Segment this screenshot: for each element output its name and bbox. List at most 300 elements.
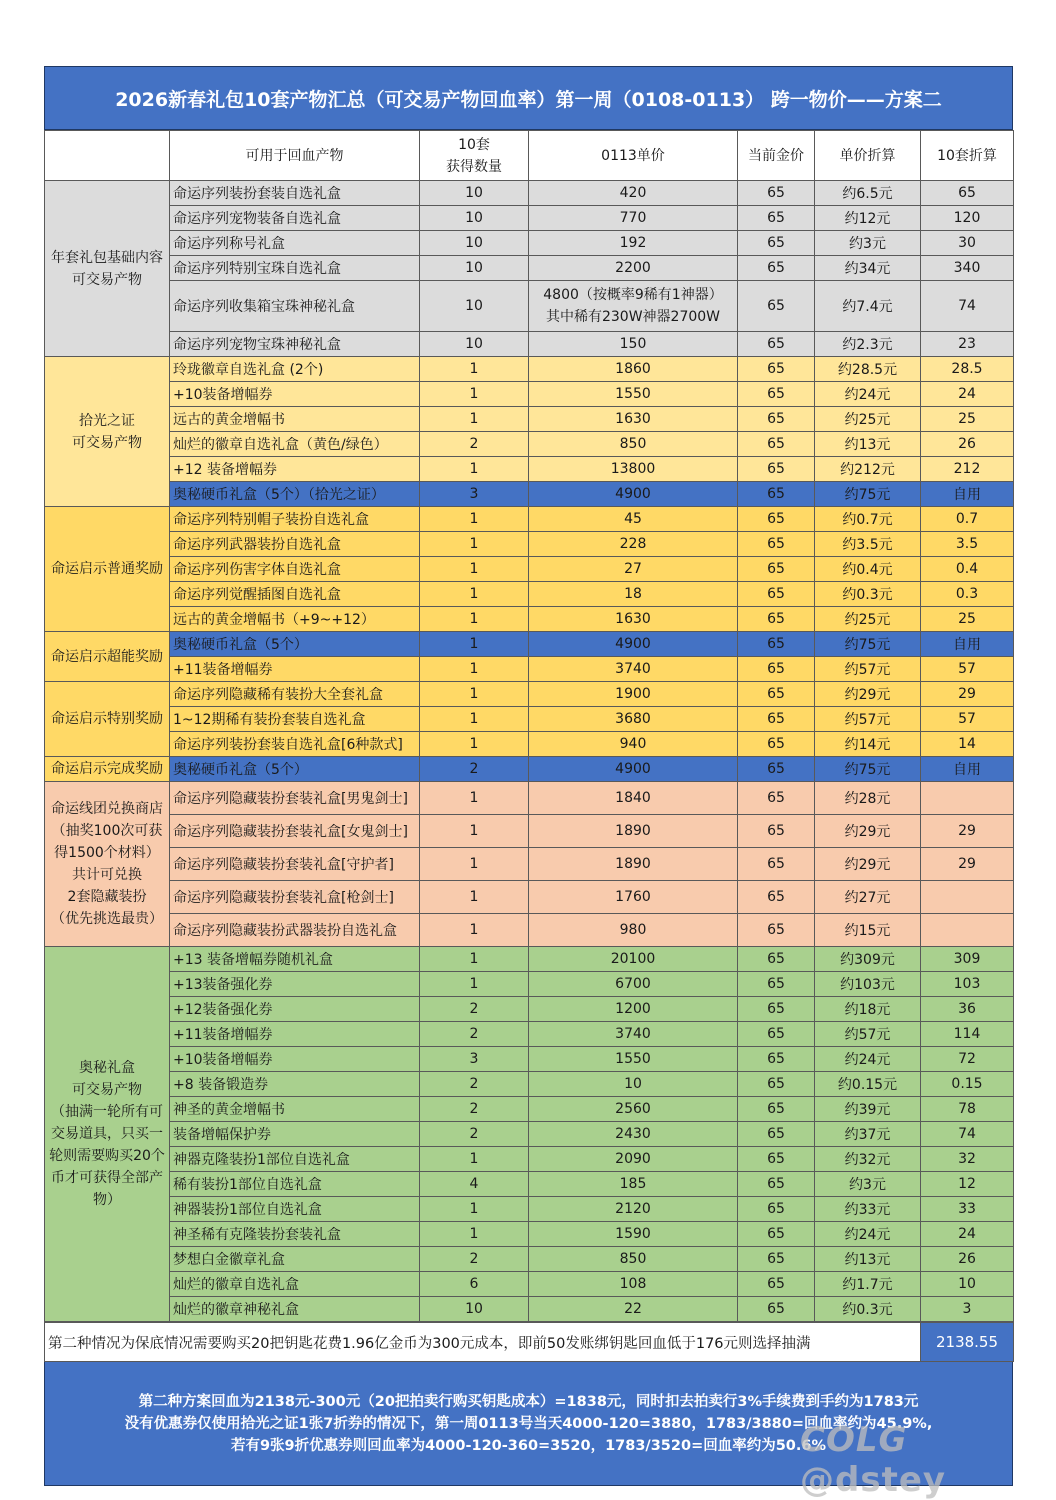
- item-name: 奥秘硬币礼盒（5个）: [170, 632, 420, 657]
- item-gold: 65: [738, 1222, 815, 1247]
- item-unit-price: 约33元: [815, 1197, 921, 1222]
- item-unit-price: 约14元: [815, 732, 921, 757]
- item-name: 命运序列隐藏装扮套装礼盒[男鬼剑士]: [170, 782, 420, 815]
- item-unit-price: 约0.3元: [815, 582, 921, 607]
- table-row: [45, 482, 1014, 507]
- table-row: [45, 782, 1014, 815]
- item-gold: 65: [738, 507, 815, 532]
- item-price: 1890: [529, 815, 738, 848]
- item-qty: 10: [420, 206, 529, 231]
- item-price: 420: [529, 181, 738, 206]
- item-unit-price: 约6.5元: [815, 181, 921, 206]
- item-qty: 10: [420, 181, 529, 206]
- item-unit-price: 约29元: [815, 682, 921, 707]
- product-table: [44, 130, 1014, 1322]
- item-price: 2200: [529, 256, 738, 281]
- item-qty: 1: [420, 632, 529, 657]
- item-qty: 1: [420, 1222, 529, 1247]
- item-price: 4900: [529, 757, 738, 782]
- item-name: 灿烂的徽章自选礼盒: [170, 1272, 420, 1297]
- watermark: [800, 1420, 1056, 1500]
- item-qty: 1: [420, 507, 529, 532]
- item-price: 1550: [529, 1047, 738, 1072]
- item-gold: 65: [738, 1022, 815, 1047]
- item-total: 自用: [921, 482, 1014, 507]
- item-unit-price: 约18元: [815, 997, 921, 1022]
- item-price: 1890: [529, 848, 738, 881]
- item-name: 命运序列宠物装备自选礼盒: [170, 206, 420, 231]
- item-unit-price: 约13元: [815, 1247, 921, 1272]
- table-row: [45, 1272, 1014, 1297]
- table-row: [45, 1172, 1014, 1197]
- sheet-title: 2026新春礼包10套产物汇总（可交易产物回血率）第一周（0108-0113） 跨一物价——方案二: [44, 66, 1013, 130]
- item-price: 6700: [529, 972, 738, 997]
- item-total: 120: [921, 206, 1014, 231]
- item-unit-price: 约32元: [815, 1147, 921, 1172]
- table-row: [45, 1122, 1014, 1147]
- item-qty: 3: [420, 482, 529, 507]
- item-qty: 2: [420, 1122, 529, 1147]
- item-name: 远古的黄金增幅书: [170, 407, 420, 432]
- footer-note: 第二种情况为保底情况需要购买20把钥匙花费1.96亿金币为300元成本，即前50发账绑钥匙回血低于176元则选择抽满: [45, 1323, 921, 1362]
- table-row: [45, 947, 1014, 972]
- table-row: [45, 1072, 1014, 1097]
- item-name: 命运序列隐藏装扮武器装扮自选礼盒: [170, 914, 420, 947]
- item-price: 185: [529, 1172, 738, 1197]
- item-name: 命运序列特别宝珠自选礼盒: [170, 256, 420, 281]
- item-total: 0.7: [921, 507, 1014, 532]
- item-total: 29: [921, 815, 1014, 848]
- item-unit-price: 约57元: [815, 707, 921, 732]
- item-gold: 65: [738, 657, 815, 682]
- item-unit-price: 约57元: [815, 1022, 921, 1047]
- item-gold: 65: [738, 1147, 815, 1172]
- item-qty: 1: [420, 357, 529, 382]
- item-gold: 65: [738, 1272, 815, 1297]
- item-name: +8 装备锻造券: [170, 1072, 420, 1097]
- item-gold: 65: [738, 482, 815, 507]
- item-price: 2560: [529, 1097, 738, 1122]
- item-price: 4800（按概率9稀有1神器） 其中稀有230W神器2700W: [529, 281, 738, 332]
- item-price: 1760: [529, 881, 738, 914]
- header-item: 可用于回血产物: [170, 131, 420, 181]
- item-unit-price: 约3元: [815, 1172, 921, 1197]
- item-price: 27: [529, 557, 738, 582]
- table-row: [45, 181, 1014, 206]
- table-row: [45, 281, 1014, 332]
- item-name: 奥秘硬币礼盒（5个）: [170, 757, 420, 782]
- item-name: 命运序列称号礼盒: [170, 231, 420, 256]
- item-total: 25: [921, 407, 1014, 432]
- item-name: 灿烂的徽章自选礼盒（黄色/绿色）: [170, 432, 420, 457]
- item-name: 玲珑徽章自选礼盒 (2个): [170, 357, 420, 382]
- item-qty: 10: [420, 281, 529, 332]
- item-price: 150: [529, 332, 738, 357]
- item-unit-price: 约0.3元: [815, 1297, 921, 1322]
- group-label: 命运启示超能奖励: [45, 632, 170, 682]
- item-unit-price: 约3.5元: [815, 532, 921, 557]
- item-gold: 65: [738, 914, 815, 947]
- item-unit-price: 约28元: [815, 782, 921, 815]
- table-row: [45, 972, 1014, 997]
- item-qty: 1: [420, 657, 529, 682]
- item-name: 1~12期稀有装扮套装自选礼盒: [170, 707, 420, 732]
- item-name: +11装备增幅券: [170, 1022, 420, 1047]
- item-price: 1900: [529, 682, 738, 707]
- item-price: 22: [529, 1297, 738, 1322]
- item-name: 命运序列装扮套装自选礼盒: [170, 181, 420, 206]
- summary-line: 第二种方案回血为2138元-300元（20把拍卖行购买钥匙成本）=1838元，同时扣去拍卖行3%手续费到手约为1783元: [138, 1393, 919, 1410]
- item-price: 1860: [529, 357, 738, 382]
- item-qty: 1: [420, 815, 529, 848]
- item-name: 灿烂的徽章神秘礼盒: [170, 1297, 420, 1322]
- item-price: 10: [529, 1072, 738, 1097]
- footer-row: [45, 1323, 1014, 1362]
- table-row: [45, 1197, 1014, 1222]
- item-unit-price: 约1.7元: [815, 1272, 921, 1297]
- item-price: 1630: [529, 607, 738, 632]
- item-unit-price: 约75元: [815, 757, 921, 782]
- item-total: 10: [921, 1272, 1014, 1297]
- item-total: 29: [921, 682, 1014, 707]
- item-unit-price: 约12元: [815, 206, 921, 231]
- item-qty: 1: [420, 914, 529, 947]
- table-row: [45, 1047, 1014, 1072]
- item-gold: 65: [738, 607, 815, 632]
- item-gold: 65: [738, 181, 815, 206]
- item-unit-price: 约24元: [815, 1047, 921, 1072]
- table-row: [45, 557, 1014, 582]
- item-price: 940: [529, 732, 738, 757]
- item-gold: 65: [738, 782, 815, 815]
- item-qty: 2: [420, 757, 529, 782]
- item-total: 103: [921, 972, 1014, 997]
- summary-sheet: [44, 66, 1013, 1486]
- item-name: 装备增幅保护券: [170, 1122, 420, 1147]
- item-gold: 65: [738, 382, 815, 407]
- item-unit-price: 约15元: [815, 914, 921, 947]
- item-total: [921, 881, 1014, 914]
- item-price: 1550: [529, 382, 738, 407]
- item-name: 远古的黄金增幅书（+9~+12）: [170, 607, 420, 632]
- table-row: [45, 997, 1014, 1022]
- item-name: 命运序列隐藏装扮套装礼盒[枪剑士]: [170, 881, 420, 914]
- item-name: +12装备强化券: [170, 997, 420, 1022]
- item-name: 命运序列隐藏装扮套装礼盒[守护者]: [170, 848, 420, 881]
- item-total: 33: [921, 1197, 1014, 1222]
- item-total: 32: [921, 1147, 1014, 1172]
- table-row: [45, 1022, 1014, 1047]
- item-qty: 2: [420, 1097, 529, 1122]
- item-total: 23: [921, 332, 1014, 357]
- watermark-handle: @dstey: [800, 1460, 947, 1500]
- item-total: 114: [921, 1022, 1014, 1047]
- item-price: 108: [529, 1272, 738, 1297]
- item-gold: 65: [738, 432, 815, 457]
- item-qty: 1: [420, 607, 529, 632]
- item-total: 25: [921, 607, 1014, 632]
- item-unit-price: 约75元: [815, 482, 921, 507]
- summary-line: 若有9张9折优惠券则回血率为4000-120-360=3520，1783/3520=回血率约为50.6%: [230, 1437, 827, 1454]
- table-row: [45, 1297, 1014, 1322]
- item-gold: 65: [738, 206, 815, 231]
- item-total: 0.4: [921, 557, 1014, 582]
- item-gold: 65: [738, 1047, 815, 1072]
- item-price: 3740: [529, 1022, 738, 1047]
- item-total: 0.15: [921, 1072, 1014, 1097]
- item-price: 4900: [529, 632, 738, 657]
- table-row: [45, 407, 1014, 432]
- item-gold: 65: [738, 972, 815, 997]
- item-total: 12: [921, 1172, 1014, 1197]
- header-gold: 当前金价: [738, 131, 815, 181]
- item-name: 命运序列武器装扮自选礼盒: [170, 532, 420, 557]
- table-row: [45, 732, 1014, 757]
- item-total: 28.5: [921, 357, 1014, 382]
- item-qty: 2: [420, 997, 529, 1022]
- table-row: [45, 914, 1014, 947]
- item-total: 340: [921, 256, 1014, 281]
- item-total: 57: [921, 707, 1014, 732]
- item-qty: 1: [420, 532, 529, 557]
- item-gold: 65: [738, 1097, 815, 1122]
- item-gold: 65: [738, 632, 815, 657]
- item-total: 26: [921, 1247, 1014, 1272]
- item-unit-price: 约29元: [815, 848, 921, 881]
- item-qty: 1: [420, 972, 529, 997]
- item-unit-price: 约0.4元: [815, 557, 921, 582]
- item-total: 24: [921, 382, 1014, 407]
- item-name: 命运序列装扮套装自选礼盒[6种款式]: [170, 732, 420, 757]
- item-gold: 65: [738, 1122, 815, 1147]
- item-price: 1590: [529, 1222, 738, 1247]
- item-price: 20100: [529, 947, 738, 972]
- group-label: 奥秘礼盒 可交易产物 （抽满一轮所有可 交易道具，只买一 轮则需要购买20个 币才可获得全部产 物）: [45, 947, 170, 1322]
- group-label: 命运启示完成奖励: [45, 757, 170, 782]
- item-total: 36: [921, 997, 1014, 1022]
- item-price: 192: [529, 231, 738, 256]
- item-unit-price: 约3元: [815, 231, 921, 256]
- item-gold: 65: [738, 557, 815, 582]
- item-price: 13800: [529, 457, 738, 482]
- table-row: [45, 507, 1014, 532]
- item-total: 72: [921, 1047, 1014, 1072]
- item-unit-price: 约34元: [815, 256, 921, 281]
- item-unit-price: 约25元: [815, 407, 921, 432]
- header-qty: 10套 获得数量: [420, 131, 529, 181]
- item-name: 命运序列觉醒插图自选礼盒: [170, 582, 420, 607]
- item-gold: 65: [738, 1172, 815, 1197]
- table-row: [45, 881, 1014, 914]
- table-row: [45, 815, 1014, 848]
- item-qty: 6: [420, 1272, 529, 1297]
- item-price: 1200: [529, 997, 738, 1022]
- item-name: 命运序列隐藏装扮套装礼盒[女鬼剑士]: [170, 815, 420, 848]
- item-total: 212: [921, 457, 1014, 482]
- item-total: 0.3: [921, 582, 1014, 607]
- item-price: 18: [529, 582, 738, 607]
- item-unit-price: 约75元: [815, 632, 921, 657]
- table-row: [45, 256, 1014, 281]
- item-price: 1630: [529, 407, 738, 432]
- item-unit-price: 约37元: [815, 1122, 921, 1147]
- item-name: 神圣的黄金增幅书: [170, 1097, 420, 1122]
- item-qty: 2: [420, 432, 529, 457]
- item-unit-price: 约57元: [815, 657, 921, 682]
- item-unit-price: 约25元: [815, 607, 921, 632]
- item-unit-price: 约24元: [815, 1222, 921, 1247]
- item-gold: 65: [738, 881, 815, 914]
- item-name: 命运序列宠物宝珠神秘礼盒: [170, 332, 420, 357]
- item-price: 4900: [529, 482, 738, 507]
- table-body: [45, 131, 1014, 1322]
- item-unit-price: 约309元: [815, 947, 921, 972]
- item-gold: 65: [738, 457, 815, 482]
- item-qty: 2: [420, 1072, 529, 1097]
- header-total: 10套折算: [921, 131, 1014, 181]
- group-label: 命运启示普通奖励: [45, 507, 170, 632]
- item-price: 3680: [529, 707, 738, 732]
- item-gold: 65: [738, 707, 815, 732]
- item-qty: 1: [420, 382, 529, 407]
- item-qty: 4: [420, 1172, 529, 1197]
- item-qty: 2: [420, 1247, 529, 1272]
- item-name: 梦想白金徽章礼盒: [170, 1247, 420, 1272]
- item-unit-price: 约29元: [815, 815, 921, 848]
- item-unit-price: 约27元: [815, 881, 921, 914]
- group-label: 命运启示特别奖励: [45, 682, 170, 757]
- item-gold: 65: [738, 732, 815, 757]
- item-gold: 65: [738, 1072, 815, 1097]
- item-name: +10装备增幅券: [170, 1047, 420, 1072]
- item-total: 3: [921, 1297, 1014, 1322]
- item-qty: 10: [420, 231, 529, 256]
- item-gold: 65: [738, 947, 815, 972]
- item-name: 命运序列伤害字体自选礼盒: [170, 557, 420, 582]
- item-unit-price: 约0.7元: [815, 507, 921, 532]
- item-total: 78: [921, 1097, 1014, 1122]
- item-qty: 3: [420, 1047, 529, 1072]
- item-gold: 65: [738, 357, 815, 382]
- item-total: 3.5: [921, 532, 1014, 557]
- item-name: 神器装扮1部位自选礼盒: [170, 1197, 420, 1222]
- footer-table: [44, 1322, 1014, 1362]
- header-price: 0113单价: [529, 131, 738, 181]
- item-price: 770: [529, 206, 738, 231]
- item-name: +11装备增幅券: [170, 657, 420, 682]
- table-row: [45, 1247, 1014, 1272]
- item-qty: 10: [420, 1297, 529, 1322]
- item-qty: 1: [420, 732, 529, 757]
- item-total: 74: [921, 1122, 1014, 1147]
- item-gold: 65: [738, 332, 815, 357]
- item-total: 26: [921, 432, 1014, 457]
- group-label: 拾光之证 可交易产物: [45, 357, 170, 507]
- item-total: 24: [921, 1222, 1014, 1247]
- item-gold: 65: [738, 848, 815, 881]
- item-gold: 65: [738, 582, 815, 607]
- item-unit-price: 约212元: [815, 457, 921, 482]
- group-label: 命运线团兑换商店 （抽奖100次可获 得1500个材料） 共计可兑换 2套隐藏装扮 （优先挑选最贵）: [45, 782, 170, 947]
- item-price: 2120: [529, 1197, 738, 1222]
- table-row: [45, 582, 1014, 607]
- table-row: [45, 1222, 1014, 1247]
- table-row: [45, 382, 1014, 407]
- item-total: [921, 914, 1014, 947]
- summary-line: 没有优惠券仅使用拾光之证1张7折券的情况下，第一周0113号当天4000-120=3880，1783/3880=回血率约为45.9%,: [124, 1415, 933, 1432]
- item-name: +13装备强化券: [170, 972, 420, 997]
- item-name: +13 装备增幅券随机礼盒: [170, 947, 420, 972]
- item-price: 45: [529, 507, 738, 532]
- item-total: 29: [921, 848, 1014, 881]
- item-qty: 1: [420, 457, 529, 482]
- item-gold: 65: [738, 682, 815, 707]
- table-row: [45, 457, 1014, 482]
- item-unit-price: 约7.4元: [815, 281, 921, 332]
- group-label: 年套礼包基础内容 可交易产物: [45, 181, 170, 357]
- item-name: +12 装备增幅券: [170, 457, 420, 482]
- table-row: [45, 632, 1014, 657]
- item-unit-price: 约24元: [815, 382, 921, 407]
- item-total: [921, 782, 1014, 815]
- item-qty: 1: [420, 947, 529, 972]
- item-gold: 65: [738, 407, 815, 432]
- item-gold: 65: [738, 815, 815, 848]
- item-unit-price: 约13元: [815, 432, 921, 457]
- item-gold: 65: [738, 997, 815, 1022]
- item-qty: 1: [420, 782, 529, 815]
- item-qty: 1: [420, 881, 529, 914]
- item-qty: 1: [420, 1147, 529, 1172]
- item-gold: 65: [738, 231, 815, 256]
- item-unit-price: 约0.15元: [815, 1072, 921, 1097]
- item-qty: 1: [420, 848, 529, 881]
- item-price: 3740: [529, 657, 738, 682]
- item-unit-price: 约103元: [815, 972, 921, 997]
- item-gold: 65: [738, 281, 815, 332]
- item-price: 980: [529, 914, 738, 947]
- item-gold: 65: [738, 532, 815, 557]
- item-price: 850: [529, 1247, 738, 1272]
- item-price: 228: [529, 532, 738, 557]
- item-gold: 65: [738, 1297, 815, 1322]
- item-gold: 65: [738, 1247, 815, 1272]
- item-unit-price: 约28.5元: [815, 357, 921, 382]
- item-unit-price: 约39元: [815, 1097, 921, 1122]
- table-row: [45, 682, 1014, 707]
- item-qty: 1: [420, 707, 529, 732]
- table-row: [45, 848, 1014, 881]
- table-row: [45, 206, 1014, 231]
- item-name: 命运序列隐藏稀有装扮大全套礼盒: [170, 682, 420, 707]
- table-row: [45, 607, 1014, 632]
- item-price: 850: [529, 432, 738, 457]
- item-name: 神圣稀有克隆装扮套装礼盒: [170, 1222, 420, 1247]
- header-row: [45, 131, 1014, 181]
- item-qty: 2: [420, 1022, 529, 1047]
- header-blank: [45, 131, 170, 181]
- item-qty: 1: [420, 582, 529, 607]
- item-total: 74: [921, 281, 1014, 332]
- item-total: 65: [921, 181, 1014, 206]
- item-total: 309: [921, 947, 1014, 972]
- table-row: [45, 532, 1014, 557]
- table-row: [45, 231, 1014, 256]
- item-price: 2430: [529, 1122, 738, 1147]
- table-row: [45, 357, 1014, 382]
- table-row: [45, 432, 1014, 457]
- table-row: [45, 657, 1014, 682]
